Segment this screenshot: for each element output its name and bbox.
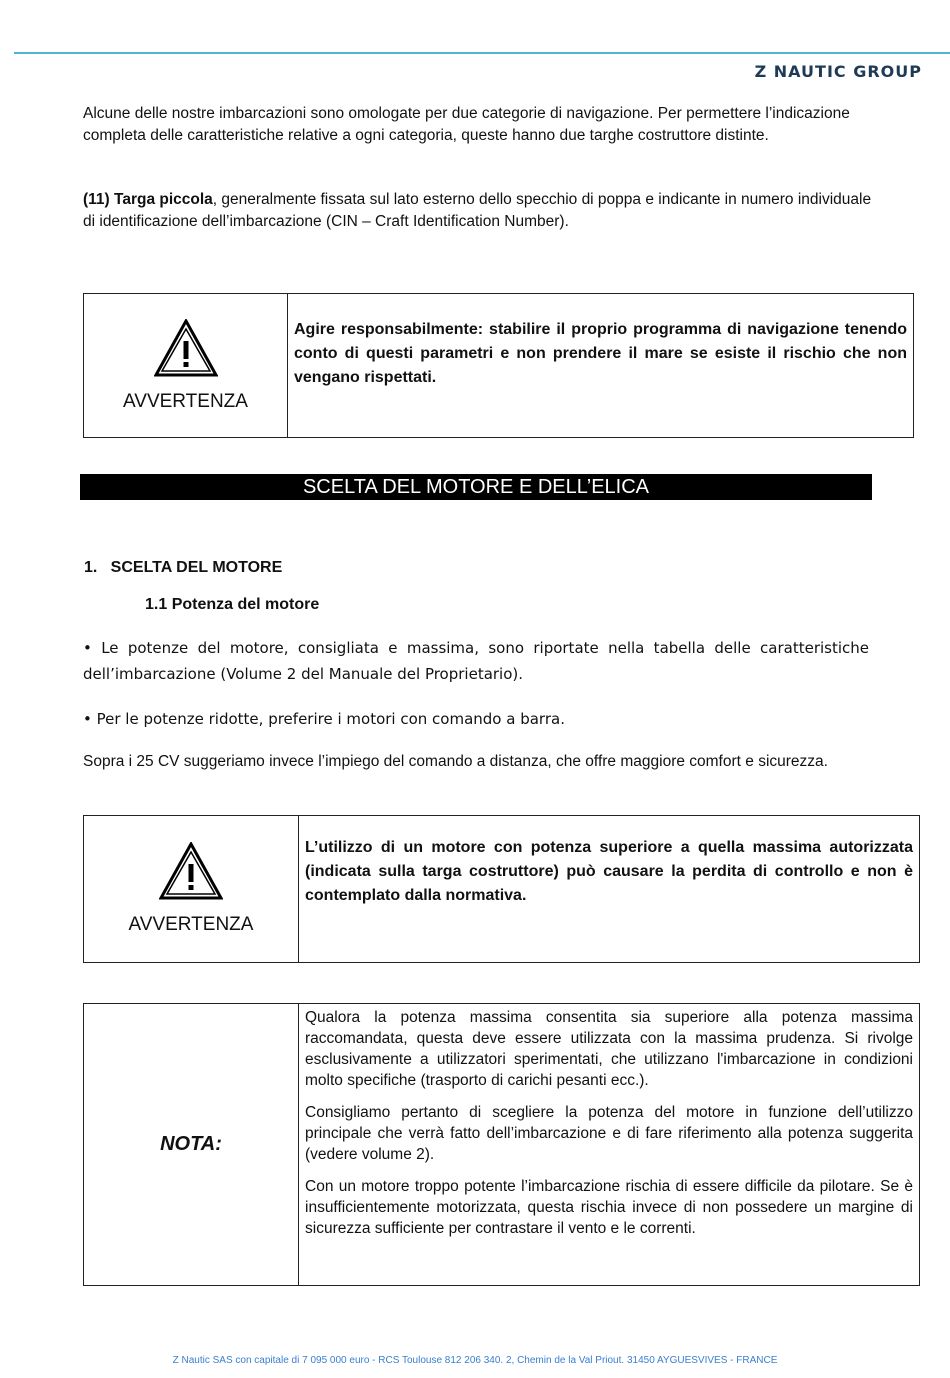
targa-paragraph bbox=[83, 189, 873, 233]
warning-box bbox=[83, 293, 914, 438]
warning-label: AVVERTENZA bbox=[123, 390, 248, 412]
warning-icon-cell bbox=[84, 294, 288, 437]
bullet-potenze-ridotte: • Per le potenze ridotte, preferire i motori con comando a barra. bbox=[83, 710, 565, 728]
nota-box bbox=[83, 1003, 920, 1286]
warning-text: Agire responsabilmente: stabilire il proprio programma di navigazione tenendo conto di questi parametri e non prendere il mare se esiste il rischio che non vengano rispettati. bbox=[294, 321, 907, 386]
warning-icon-cell-2 bbox=[84, 816, 299, 962]
warning-text-2: L’utilizzo di un motore con potenza superiore a quella massima autorizzata (indicata sulla targa costruttore) può causare la perdita di controllo e non è contemplato dalla normativa. bbox=[305, 839, 913, 904]
nota-label-cell bbox=[84, 1004, 299, 1285]
intro-paragraph: Alcune delle nostre imbarcazioni sono omologate per due categorie di navigazione. Per permettere l’indicazione completa delle caratteristiche relative a ogni categoria, queste hanno due targhe costruttore distinte. bbox=[83, 105, 850, 144]
targa-description: , generalmente fissata sul lato esterno dello specchio di poppa e indicante in numero individuale di identificazione dell’imbarcazione (CIN – Craft Identification Number). bbox=[83, 191, 872, 230]
nota-paragraph-3: Con un motore troppo potente l’imbarcazione rischia di essere difficile da pilotare. Se è insufficientemente motorizzata, questa rischia invece di non possedere un margine di sicurezza sufficiente per contrastare il vento e le correnti. bbox=[305, 1178, 913, 1237]
section-title: SCELTA DEL MOTORE E DELL’ELICA bbox=[80, 474, 872, 500]
warning-label-2: AVVERTENZA bbox=[128, 914, 254, 935]
brand-logo-text: Z NAUTIC GROUP bbox=[754, 62, 922, 81]
nota-label: NOTA: bbox=[160, 1133, 222, 1155]
heading-potenza-motore: 1.1 Potenza del motore bbox=[145, 596, 320, 613]
paragraph-cv: Sopra i 25 CV suggeriamo invece l’impiego del comando a distanza, che offre maggiore comfort e sicurezza. bbox=[83, 753, 828, 770]
nota-paragraph-2: Consigliamo pertanto di scegliere la potenza del motore in funzione dell’utilizzo principale che verrà fatto dell’imbarcazione e di fare riferimento alla potenza suggerita (vedere volume 2). bbox=[305, 1104, 913, 1163]
warning-triangle-icon bbox=[154, 319, 218, 377]
heading-scelta-motore: 1. SCELTA DEL MOTORE bbox=[84, 559, 283, 576]
warning-triangle-icon bbox=[159, 842, 223, 900]
footer-text: Z Nautic SAS con capitale di 7 095 000 euro - RCS Toulouse 812 206 340. 2, Chemin de la Val Priout. 31450 AYGUESVIVES - FRANCE bbox=[172, 1355, 778, 1366]
nota-paragraph-1: Qualora la potenza massima consentita sia superiore alla potenza massima raccomandata, questa deve essere utilizzata con la massima prudenza. Si rivolge esclusivamente a utilizzatori sperimentati, che utilizzano l'imbarcazione in condizioni molto specifiche (trasporto di carichi pesanti ecc.). bbox=[305, 1009, 913, 1089]
targa-label: (11) Targa piccola bbox=[83, 191, 213, 208]
bullet-potenze: • Le potenze del motore, consigliata e massima, sono riportate nella tabella delle caratteristiche dell’imbarcazione (Volume 2 del Manuale del Proprietario). bbox=[83, 639, 869, 683]
warning-box-2 bbox=[83, 815, 920, 963]
header-rule bbox=[14, 52, 950, 54]
